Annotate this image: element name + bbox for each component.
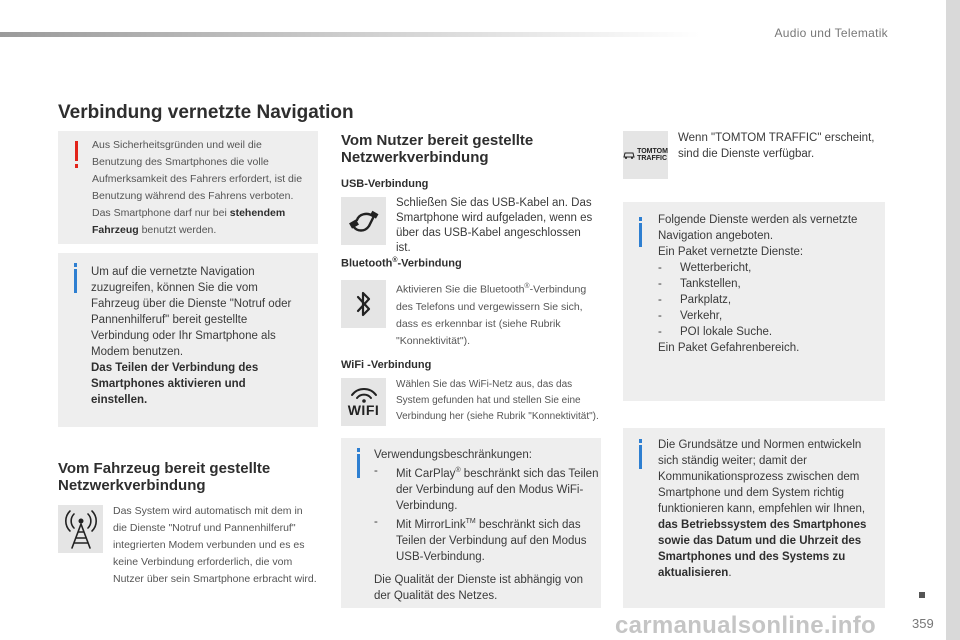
usb-text: Schließen Sie das USB-Kabel an. Das Smartphone wird aufgeladen, wenn es über das USB-Kabel angeschlossen ist. — [396, 197, 593, 254]
principles-bold: das Betriebssystem des Smartphones sowie das Datum und die Uhrzeit des Smartphones und des Systems zu aktualisieren — [658, 519, 867, 579]
list-item-text: Parkplatz, — [680, 294, 732, 306]
list-item-text: Verkehr, — [680, 310, 723, 322]
page-edge-strip — [946, 0, 960, 640]
info-icon-dot — [74, 263, 77, 267]
warning-text — [92, 137, 312, 239]
restrictions-box — [341, 438, 601, 608]
info-icon — [357, 454, 360, 478]
info-icon-dot — [357, 448, 360, 452]
info-navigation-main: Um auf die vernetzte Navigation zuzugreifen, können Sie die vom Fahrzeug über die Dienste "Notruf oder Pannenhilferuf" bereit gestellte Verbindung oder Ihr Smartphone als Modem benutzen. — [91, 266, 292, 358]
list-item — [658, 260, 878, 276]
list-item-sup: TM — [465, 517, 476, 525]
info-navigation-text — [91, 264, 301, 408]
bluetooth-title-text: Bluetooth — [341, 257, 393, 270]
bluetooth-title-sup: ® — [392, 257, 398, 264]
bluetooth-icon — [354, 289, 374, 319]
list-item-text: Wetterbericht, — [680, 262, 752, 274]
list-item — [374, 514, 599, 565]
list-dash: - — [658, 294, 662, 306]
list-item-text — [396, 514, 599, 565]
principles-main: Die Grundsätze und Normen entwickeln sich ständig weiter; damit der Kommunikationsprozess zwischen dem Smartphone und dem System richtig funktionieren kann, empfehlen wir Ihnen, — [658, 439, 866, 515]
vehicle-section-text: Das System wird automatisch mit dem in die Dienste "Notruf und Pannenhilferuf" integrierten Modem verbunden und es es keine Verbindung erforderlich, die vom Nutzer über sein Smartphone erbracht wird. — [113, 505, 317, 585]
antenna-icon — [64, 508, 98, 550]
warning-icon — [75, 141, 78, 161]
watermark: carmanualsonline.info — [615, 612, 877, 639]
list-dash: - — [658, 262, 662, 274]
tomtom-icon-box — [623, 131, 668, 179]
list-dash: - — [658, 278, 662, 290]
list-item — [658, 292, 878, 308]
tomtom-traffic-icon — [623, 148, 668, 162]
warning-text-start: Aus Sicherheitsgründen und weil die Benutzung des Smartphones die volle Aufmerksamkeit des Fahrers erfordert, ist die Benutzung während des Fahrens verboten. Das Smartphone darf nur bei — [92, 139, 303, 219]
wifi-icon-box — [341, 378, 386, 426]
services-box — [623, 202, 885, 401]
bluetooth-text — [396, 278, 601, 350]
info-icon-dot — [639, 439, 642, 443]
list-item-text: POI lokale Suche. — [680, 326, 773, 338]
services-content — [658, 212, 878, 356]
bluetooth-title-suffix: -Verbindung — [397, 257, 462, 270]
bluetooth-text-sup: ® — [524, 283, 530, 290]
warning-text-end: benutzt werden. — [138, 224, 217, 236]
usb-cable-icon — [347, 204, 381, 238]
services-footer: Ein Paket Gefahrenbereich. — [658, 342, 800, 354]
list-item — [658, 324, 878, 340]
info-icon — [74, 269, 77, 293]
principles-text — [658, 437, 878, 581]
restrictions-content — [374, 447, 599, 604]
list-dash: - — [374, 515, 378, 528]
info-box-navigation — [58, 253, 318, 427]
tomtom-label: TOMTOM — [637, 148, 668, 155]
principles-end: . — [728, 567, 732, 579]
antenna-icon-box — [58, 505, 103, 553]
list-dash: - — [374, 465, 378, 477]
traffic-label: TRAFFIC — [637, 155, 668, 162]
bluetooth-text-end: -Verbindung des Telefons und vergewissern Sie sich, dass es erkennbar ist (siehe Rubrik "Konnektivität"). — [396, 283, 587, 347]
car-icon — [623, 150, 635, 160]
bluetooth-title — [341, 257, 462, 270]
list-item-text: Tankstellen, — [680, 278, 741, 290]
wifi-title: WiFi -Verbindung — [341, 359, 432, 371]
bluetooth-icon-box — [341, 280, 386, 328]
list-item-start: Mit CarPlay — [396, 467, 456, 480]
principles-box — [623, 428, 885, 608]
restrictions-footer: Die Qualität der Dienste ist abhängig von der Qualität des Netzes. — [374, 573, 584, 602]
list-item-end: beschränkt sich das Teilen der Verbindung auf den Modus WiFi-Verbindung. — [396, 467, 599, 512]
warning-box — [58, 131, 318, 244]
list-item-sup: ® — [455, 467, 461, 474]
list-item-start: Mit MirrorLink — [396, 518, 466, 531]
vehicle-section-title: Vom Fahrzeug bereit gestellte Netzwerkverbindung — [58, 460, 271, 494]
section-header: Audio und Telematik — [774, 26, 888, 40]
list-dash: - — [658, 326, 662, 338]
warning-text-bold: stehendem Fahrzeug — [92, 207, 286, 236]
info-icon-dot — [639, 217, 642, 221]
warning-icon-dot — [75, 164, 78, 168]
list-dash: - — [658, 310, 662, 322]
restrictions-intro: Verwendungsbeschränkungen: — [374, 449, 532, 461]
usb-icon-box — [341, 197, 386, 245]
tomtom-text: Wenn "TOMTOM TRAFFIC" erscheint, sind die Dienste verfügbar. — [678, 132, 875, 160]
list-item-end: beschränkt sich das Teilen der Verbindung auf den Modus USB-Verbindung. — [396, 518, 587, 563]
usb-title: USB-Verbindung — [341, 178, 429, 190]
info-icon — [639, 223, 642, 247]
info-icon — [639, 445, 642, 469]
services-list — [658, 260, 878, 340]
wifi-icon — [349, 387, 379, 403]
bluetooth-text-start: Aktivieren Sie die Bluetooth — [396, 283, 525, 296]
header-rule — [0, 32, 700, 37]
list-item — [658, 276, 878, 292]
page-marker — [919, 592, 925, 598]
info-navigation-bold: Das Teilen der Verbindung des Smartphones aktivieren und einstellen. — [91, 362, 259, 406]
wifi-text: Wählen Sie das WiFi-Netz aus, das das System gefunden hat und stellen Sie eine Verbindung her (siehe Rubrik "Konnektivität"). — [396, 379, 599, 422]
restrictions-list — [374, 463, 599, 565]
page-title: Verbindung vernetzte Navigation — [58, 102, 354, 123]
user-section-title: Vom Nutzer bereit gestellte Netzwerkverbindung — [341, 132, 534, 166]
page-number: 359 — [912, 616, 934, 631]
services-package: Ein Paket vernetzte Dienste: — [658, 246, 804, 258]
list-item — [658, 308, 878, 324]
services-intro: Folgende Dienste werden als vernetzte Navigation angeboten. — [658, 214, 858, 242]
wifi-icon-label: WIFI — [347, 402, 380, 418]
list-item — [374, 463, 599, 514]
list-item-text — [396, 463, 599, 514]
